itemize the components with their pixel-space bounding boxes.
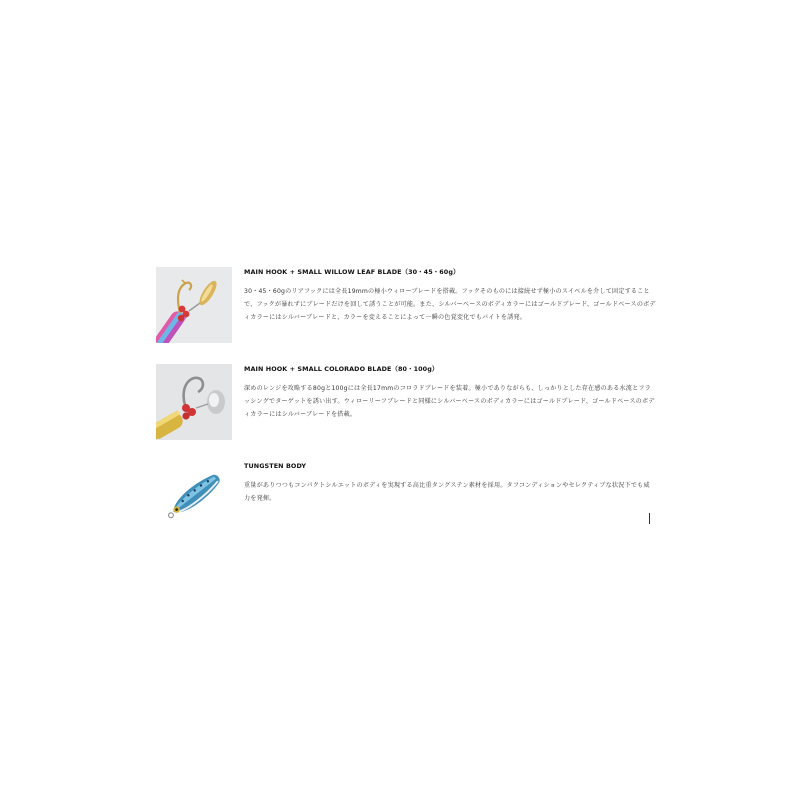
feature-title: MAIN HOOK + SMALL WILLOW LEAF BLADE（30・45・60g） <box>244 268 460 276</box>
feature-text <box>244 461 656 505</box>
feature-description: 重量がありつつもコンパクトシルエットのボディを実現する高比重タングステン素材を採用。タフコンディションやセレクティブな状況下でも威力を発揮。 <box>244 482 650 502</box>
feature-title: TUNGSTEN BODY <box>244 462 307 470</box>
colorado-blade-hook-photo <box>156 364 232 440</box>
tungsten-jig-body-photo <box>156 461 232 531</box>
feature-title: MAIN HOOK + SMALL COLORADO BLADE（80・100g） <box>244 365 439 373</box>
text-cursor <box>649 513 650 524</box>
feature-description: 30・45・60gのリアフックには全長19mmの極小ウィローブレードを搭載。フックそのものには接続せず極小のスイベルを介して固定することで、フックが暴れずにブレードだけを回して誘うことが可能。また、シルバーベースのボディカラーにはゴールドブレード、ゴールドベースのボディカラーにはシルバーブレードと、カラーを変えることによって一瞬の色覚変化でもバイトを誘発。 <box>244 288 656 321</box>
feature-text <box>244 267 656 324</box>
feature-text <box>244 364 656 421</box>
feature-description: 深めのレンジを攻略する80gと100gには全長17mmのコロラドブレードを装着。極小でありながらも、しっかりとした存在感のある水流とフラッシングでターゲットを誘い出す。ウィローリーフブレードと同様にシルバーベースのボディカラーにはゴールドブレード、ゴールドベースのボディカラーにはシルバーブレードを搭載。 <box>244 385 655 418</box>
willow-blade-hook-photo <box>156 267 232 343</box>
